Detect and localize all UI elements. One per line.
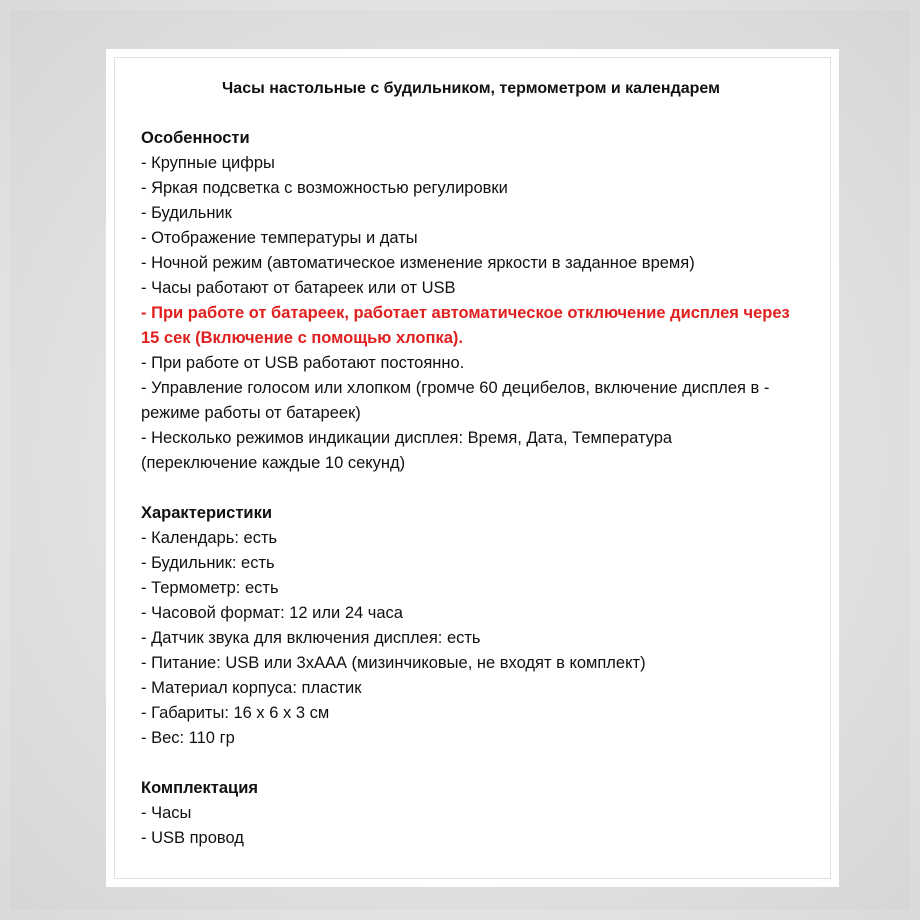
specs-item: - Датчик звука для включения дисплея: есть	[141, 629, 481, 647]
features-item: - Несколько режимов индикации дисплея: Время, Дата, Температура	[141, 429, 673, 447]
specs-item: - Будильник: есть	[141, 554, 275, 572]
page-title: Часы настольные с будильником, термометром и календарем	[222, 80, 720, 97]
features-item: - Яркая подсветка с возможностью регулировки	[141, 179, 508, 197]
features-item: - Отображение температуры и даты	[141, 229, 418, 247]
section-spacer	[141, 476, 821, 501]
features-item: - Управление голосом или хлопком (громче 60 децибелов, включение дисплея в -	[141, 379, 770, 397]
battery-warning-line-1: - При работе от батареек, работает автоматическое отключение дисплея через	[141, 304, 790, 322]
features-item: (переключение каждые 10 секунд)	[141, 454, 406, 472]
features-item: режиме работы от батареек)	[141, 404, 361, 422]
specs-item: - Календарь: есть	[141, 529, 278, 547]
section-spacer	[141, 751, 821, 776]
features-item: - Часы работают от батареек или от USB	[141, 279, 456, 297]
package-item: - USB провод	[141, 829, 244, 847]
battery-warning-line-2: 15 сек (Включение с помощью хлопка).	[141, 329, 463, 347]
specs-item: - Габариты: 16 х 6 х 3 см	[141, 704, 330, 722]
features-item: - Ночной режим (автоматическое изменение яркости в заданное время)	[141, 254, 695, 272]
specs-item: - Питание: USB или 3хААА (мизинчиковые, не входят в комплект)	[141, 654, 646, 672]
package-heading: Комплектация	[141, 779, 258, 797]
specs-item: - Вес: 110 гр	[141, 729, 235, 747]
features-item: - Крупные цифры	[141, 154, 275, 172]
specs-item: - Часовой формат: 12 или 24 часа	[141, 604, 403, 622]
specs-item: - Термометр: есть	[141, 579, 279, 597]
specs-item: - Материал корпуса: пластик	[141, 679, 362, 697]
description-content	[141, 76, 821, 851]
package-item: - Часы	[141, 804, 192, 822]
description-card	[106, 49, 839, 887]
features-heading: Особенности	[141, 129, 250, 147]
features-item: - При работе от USB работают постоянно.	[141, 354, 465, 372]
page-background	[10, 10, 910, 910]
features-item: - Будильник	[141, 204, 232, 222]
specs-heading: Характеристики	[141, 504, 272, 522]
